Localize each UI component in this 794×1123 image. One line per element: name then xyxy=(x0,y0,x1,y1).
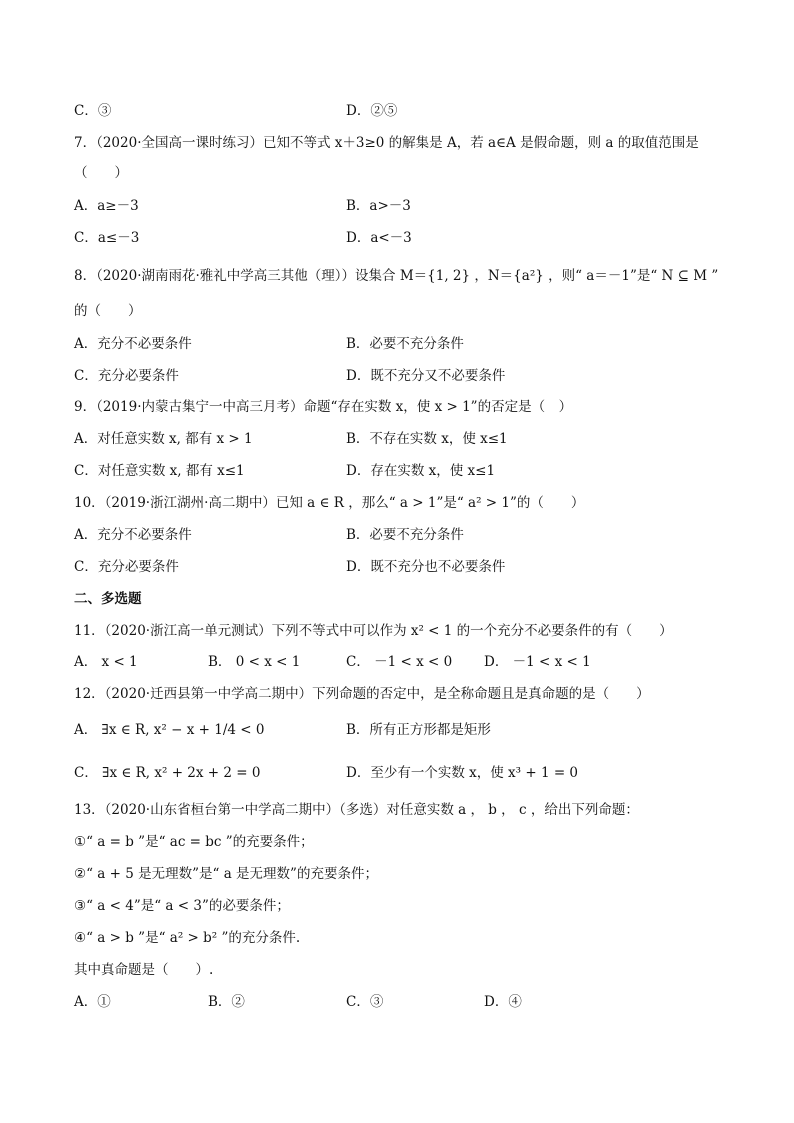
q8-option-a: A．充分不必要条件 xyxy=(74,336,192,352)
q12-stem: 12．（2020·迁西县第一中学高二期中）下列命题的否定中，是全称命题且是真命题的是（ ） xyxy=(74,686,650,702)
q11-option-b: B． 0 < x < 1 xyxy=(208,654,301,670)
q13-option-a: A．① xyxy=(74,994,111,1010)
q13-item-1: ①“ a = b ”是“ ac = bc ”的充要条件； xyxy=(74,834,314,850)
q13-item-3: ③“ a < 4”是“ a < 3”的必要条件； xyxy=(74,898,290,914)
q7-option-a: A．a≥－3 xyxy=(74,198,139,214)
q10-option-b: B．必要不充分条件 xyxy=(346,527,464,543)
q13-item-4: ④“ a > b ”是“ a² > b² ”的充分条件. xyxy=(74,930,301,946)
q11-option-a: A． x < 1 xyxy=(74,654,138,670)
q9-option-c: C．对任意实数 x, 都有 x≤1 xyxy=(74,463,245,479)
section-heading: 二、多选题 xyxy=(74,591,142,607)
q8-option-b: B．必要不充分条件 xyxy=(346,336,464,352)
q8-option-d: D．既不充分又不必要条件 xyxy=(346,368,506,384)
q11-option-c: C． －1 < x < 0 xyxy=(346,654,453,670)
q13-item-2: ②“ a + 5 是无理数”是“ a 是无理数”的充要条件； xyxy=(74,866,378,882)
q12-option-b: B．所有正方形都是矩形 xyxy=(346,722,491,738)
q9-option-b: B．不存在实数 x，使 x≤1 xyxy=(346,431,508,447)
q13-ask: 其中真命题是（ ）. xyxy=(74,962,214,978)
q7-stem-cont: （ ） xyxy=(74,165,128,181)
q7-option-d: D．a<－3 xyxy=(346,230,412,246)
q10-option-c: C．充分必要条件 xyxy=(74,559,179,575)
q11-option-d: D． －1 < x < 1 xyxy=(484,654,591,670)
q9-option-d: D．存在实数 x，使 x≤1 xyxy=(346,463,496,479)
q13-option-d: D．④ xyxy=(484,994,522,1010)
q9-option-a: A．对任意实数 x, 都有 x > 1 xyxy=(74,431,253,447)
q6-option-c: C．③ xyxy=(74,103,112,119)
q8-option-c: C．充分必要条件 xyxy=(74,368,179,384)
q12-option-c: C． ∃x ∈ R, x² + 2x + 2 = 0 xyxy=(74,765,261,781)
q8-stem: 8．（2020·湖南雨花·雅礼中学高三其他（理））设集合 M＝{1, 2} ，N＝{a²} ，则“ a＝－1”是“ N ⊆ M ” xyxy=(74,268,719,284)
q7-option-c: C．a≤－3 xyxy=(74,230,140,246)
q7-option-b: B．a>－3 xyxy=(346,198,411,214)
q10-stem: 10．（2019·浙江湖州·高二期中）已知 a ∈ R ，那么“ a > 1”是“ a² > 1”的（ ） xyxy=(74,495,585,511)
q12-option-a: A． ∃x ∈ R, x² − x + 1/4 < 0 xyxy=(74,722,265,738)
q13-option-c: C．③ xyxy=(346,994,384,1010)
q11-stem: 11．（2020·浙江高一单元测试）下列不等式中可以作为 x² < 1 的一个充分不必要条件的有（ ） xyxy=(74,623,673,639)
q13-stem: 13．（2020·山东省桓台第一中学高二期中）（多选）对任意实数 a ， b ， c ，给出下列命题： xyxy=(74,802,639,818)
q10-option-a: A．充分不必要条件 xyxy=(74,527,192,543)
q8-stem-cont: 的（ ） xyxy=(74,303,142,319)
q6-option-d: D．②⑤ xyxy=(346,103,398,119)
q9-stem: 9．（2019·内蒙古集宁一中高三月考）命题“存在实数 x，使 x > 1”的否定是（ ） xyxy=(74,399,573,415)
q13-option-b: B．② xyxy=(208,994,245,1010)
q10-option-d: D．既不充分也不必要条件 xyxy=(346,559,506,575)
q12-option-d: D．至少有一个实数 x，使 x³ + 1 = 0 xyxy=(346,765,579,781)
q7-stem: 7．（2020·全国高一课时练习）已知不等式 x＋3≥0 的解集是 A，若 a∈A 是假命题，则 a 的取值范围是 xyxy=(74,135,699,151)
